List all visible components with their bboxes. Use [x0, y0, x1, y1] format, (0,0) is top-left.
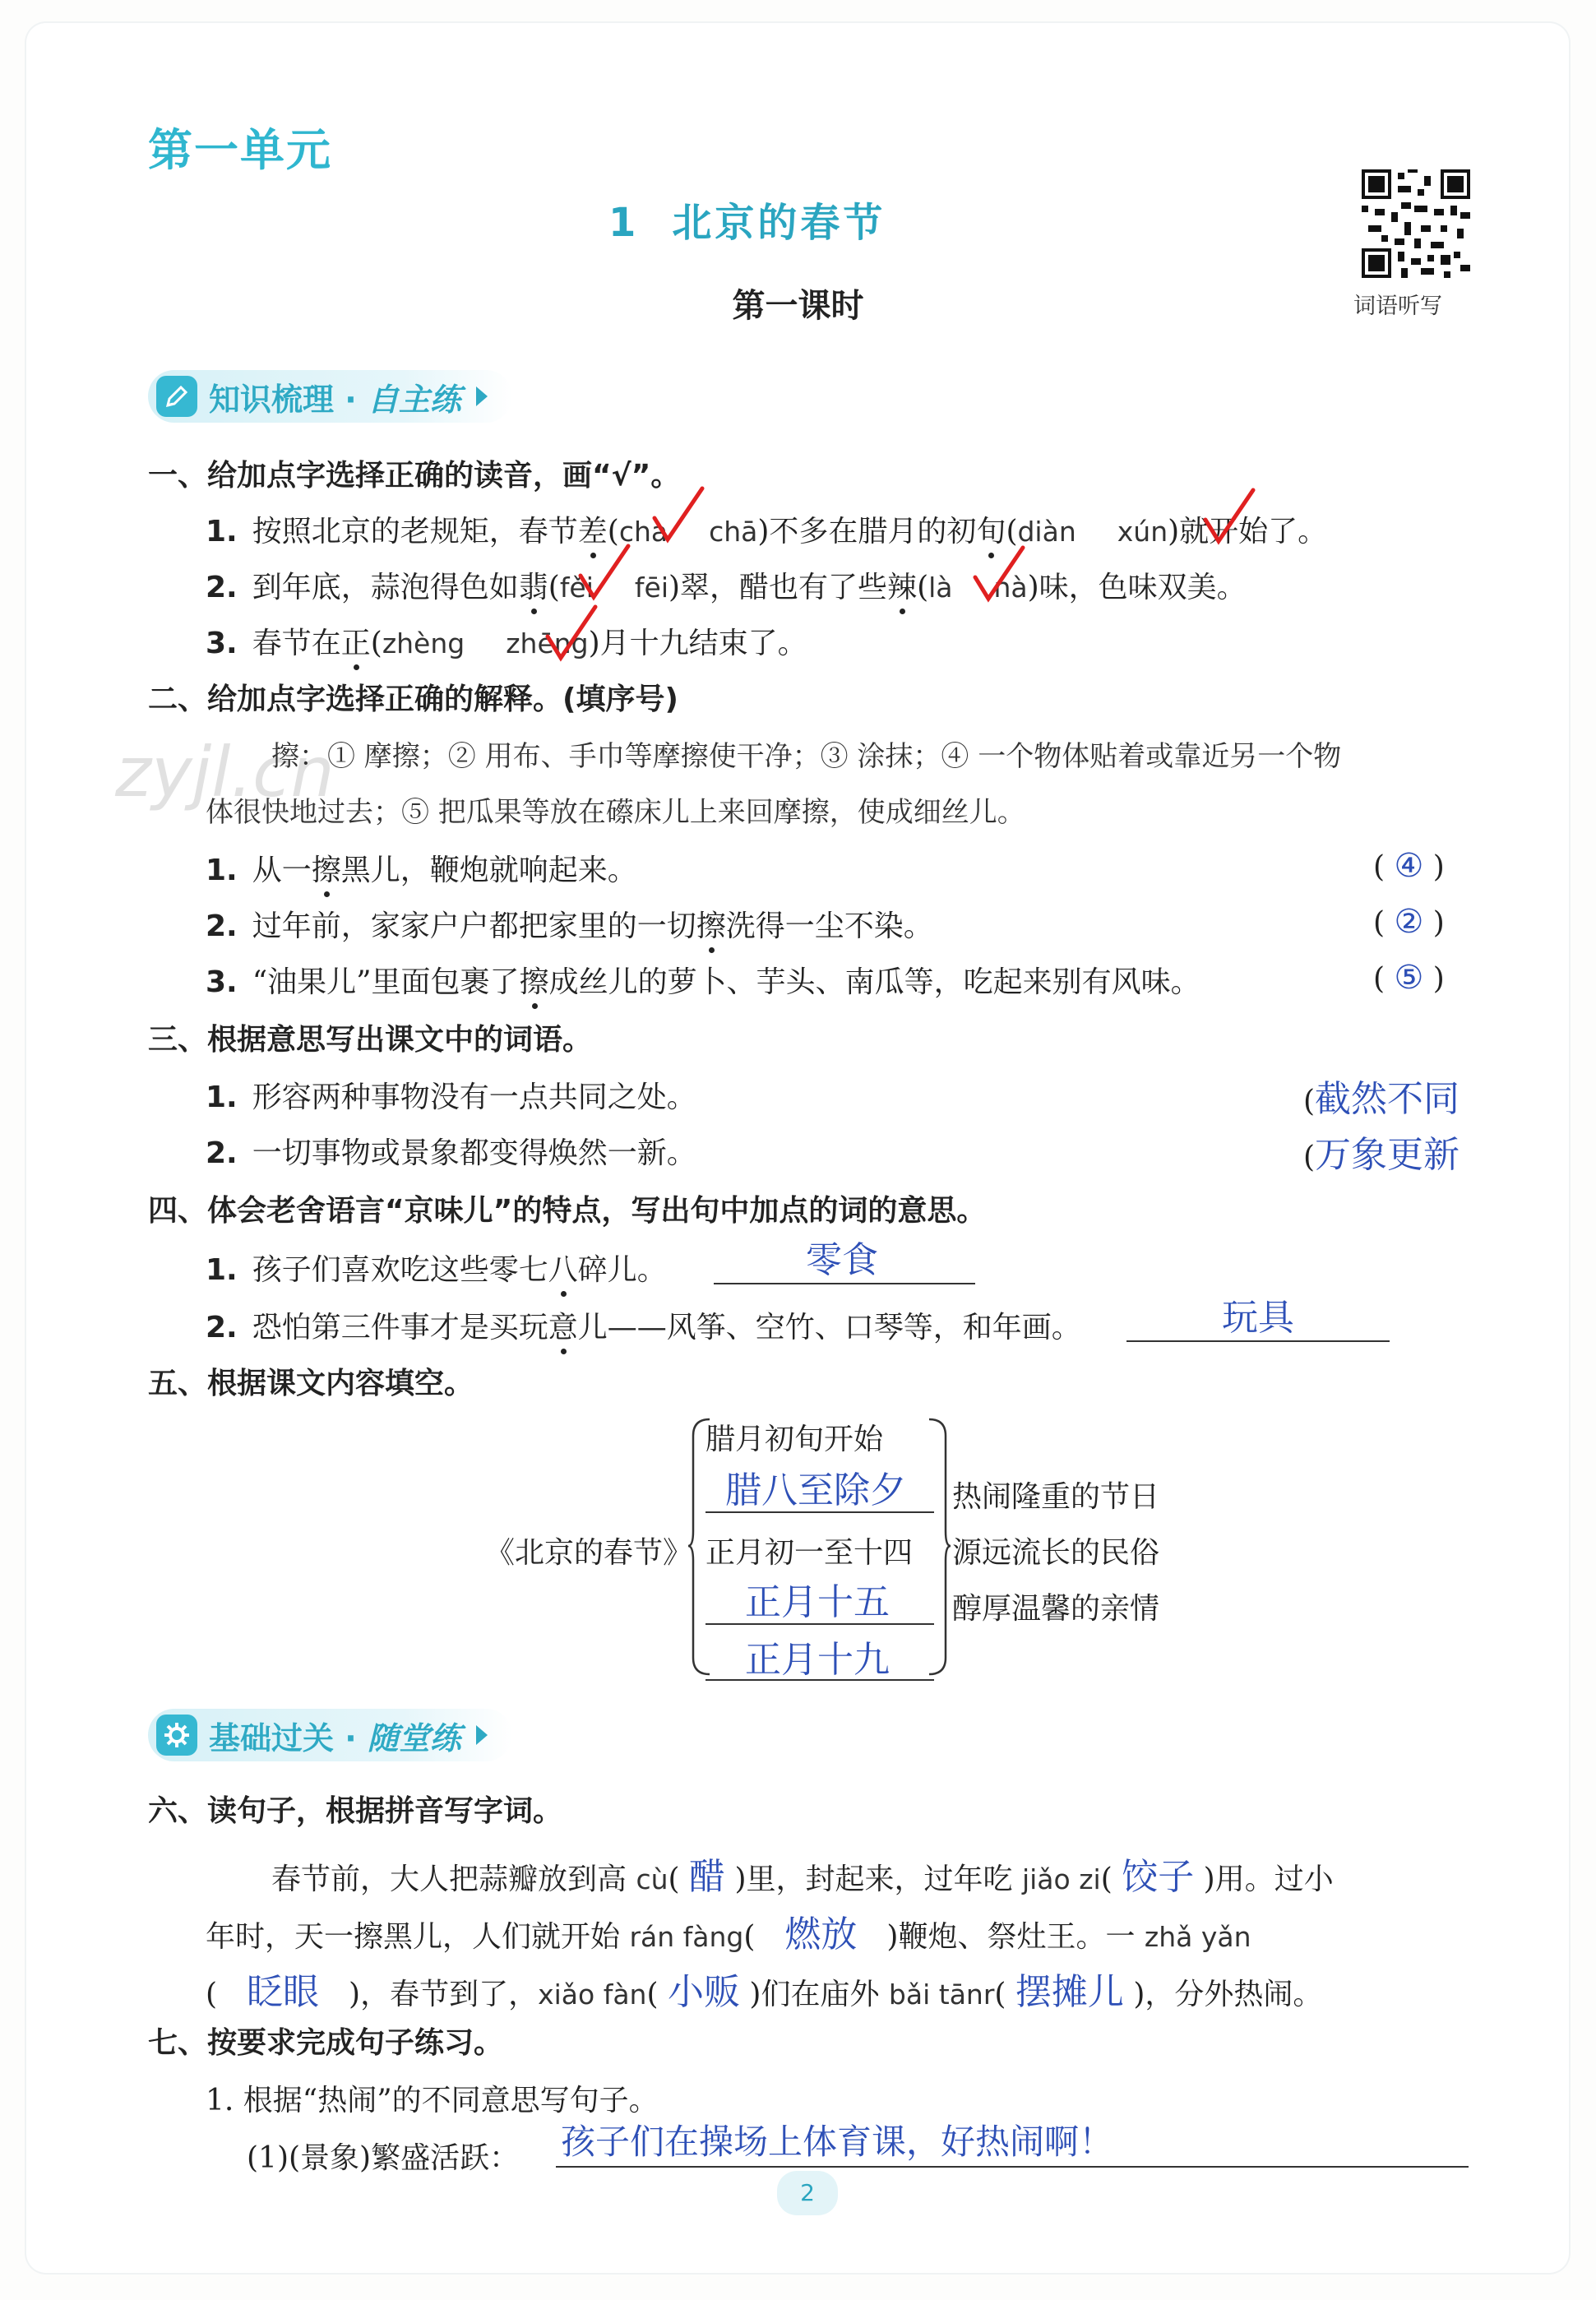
q7-answer-line	[556, 2166, 1469, 2168]
play-arrow-icon	[476, 386, 488, 406]
q5-title: 五、根据课文内容填空。	[148, 1367, 474, 1400]
q5-branch-4: 正月十五	[745, 1581, 890, 1623]
q5-line-5	[705, 1679, 934, 1681]
q3-item-2: 2. 一切事物或景象都变得焕然一新。	[206, 1136, 696, 1170]
q6-line-3: ( 眨眼 )，春节到了，xiǎo fàn( 小贩 )们在庙外 bǎi tānr( 摆摊儿 )，分外热闹。	[206, 1971, 1323, 2013]
check-mark-icon	[576, 543, 633, 609]
q5-root: 《北京的春节》	[485, 1536, 693, 1570]
q2-item-3: 3. “油果儿”里面包裹了擦成丝儿的萝卜、芋头、南瓜等，吃起来别有风味。	[206, 965, 1200, 999]
q5-feature-2: 源远流长的民俗	[952, 1536, 1160, 1570]
q5-branch-5: 正月十九	[745, 1639, 890, 1681]
q2-definition-line-1: 擦：① 摩擦；② 用布、手巾等摩擦使干净；③ 涂抹；④ 一个物体贴着或靠近另一个物	[271, 740, 1342, 773]
q4-answer-2: 玩具	[1222, 1297, 1294, 1339]
q7-title: 七、按要求完成句子练习。	[148, 2026, 504, 2060]
q2-answer-1: ( ④ )	[1373, 847, 1445, 885]
banner-sep: ·	[345, 381, 357, 418]
q5-branch-1: 腊月初旬开始	[705, 1423, 884, 1456]
q1-title: 一、给加点字选择正确的读音，画“√”。	[148, 459, 681, 493]
watermark: zyjl.cn	[115, 732, 335, 812]
banner-title: 知识梳理	[209, 381, 335, 418]
q3-answer-1: (截然不同	[1303, 1078, 1460, 1120]
q6-line-1: 春节前，大人把蒜瓣放到高 cù( 醋 )里，封起来，过年吃 jiǎo zi( 饺子 )用。过小	[271, 1856, 1334, 1898]
q2-item-2: 2. 过年前，家家户户都把家里的一切擦洗得一尘不染。	[206, 909, 933, 943]
check-mark-icon	[970, 544, 1028, 610]
q2-title: 二、给加点字选择正确的解释。(填序号)	[148, 683, 678, 716]
q3-title: 三、根据意思写出课文中的词语。	[148, 1023, 593, 1057]
lesson-number: 1	[608, 200, 640, 246]
q2-definition-line-2: 体很快地过去；⑤ 把瓜果等放在礤床儿上来回摩擦，使成细丝儿。	[206, 796, 1025, 829]
q6-line-2: 年时，天一擦黑儿，人们就开始 rán fàng( 燃放 )鞭炮、祭灶王。一 zhǎ yǎn	[206, 1914, 1251, 1955]
check-mark-icon	[650, 485, 707, 551]
page-number: 2	[777, 2171, 838, 2215]
q5-feature-1: 热闹隆重的节日	[952, 1480, 1160, 1514]
section-banner-self-practice	[148, 370, 512, 423]
q2-answer-3: ( ⑤ )	[1373, 959, 1445, 997]
qr-code-icon[interactable]	[1362, 169, 1470, 278]
q2-item-1: 1. 从一擦黑儿，鞭炮就响起来。	[206, 854, 637, 887]
q1-item-1: 1. 按照北京的老规矩，春节差(chà chā)不多在腊月的初旬(diàn xún)就开始了。	[206, 515, 1328, 548]
q2-answer-2: ( ② )	[1373, 903, 1445, 941]
q4-answer-line-1	[714, 1283, 975, 1284]
lesson-title	[608, 191, 886, 248]
banner-italic: 随堂练	[367, 1719, 461, 1756]
q6-title: 六、读句子，根据拼音写字词。	[148, 1794, 563, 1828]
q5-line-4	[705, 1623, 934, 1625]
q4-item-1: 1. 孩子们喜欢吃这些零七八碎儿。	[206, 1253, 667, 1287]
qr-label: 词语听写	[1353, 294, 1442, 319]
gear-icon	[156, 1715, 197, 1756]
q1-item-2: 2. 到年底，蒜泡得色如翡(fěi fēi)翠，醋也有了些辣(là nà)味，色味双美。	[206, 571, 1247, 604]
unit-title: 第一单元	[148, 124, 332, 176]
pencil-icon	[156, 376, 197, 417]
banner-sep: ·	[345, 1719, 357, 1756]
lesson-name: 北京的春节	[672, 200, 886, 246]
q4-item-2: 2. 恐怕第三件事才是买玩意儿——风筝、空竹、口琴等，和年画。	[206, 1311, 1081, 1344]
banner-italic: 自主练	[367, 381, 461, 418]
q1-item-3: 3. 春节在正(zhèng zhēng)月十九结束了。	[206, 627, 807, 660]
q4-answer-line-2	[1126, 1340, 1390, 1342]
play-arrow-icon	[476, 1725, 488, 1745]
q3-answer-2: (万象更新	[1303, 1134, 1460, 1176]
right-brace	[926, 1416, 952, 1678]
q4-title: 四、体会老舍语言“京味儿”的特点，写出句中加点的词的意思。	[148, 1194, 987, 1228]
q4-answer-1: 零食	[806, 1239, 878, 1281]
q7-sub-1-label: (1)(景象)繁盛活跃：	[247, 2141, 520, 2175]
section-banner-class-practice	[148, 1709, 512, 1761]
q7-sub-1-answer: 孩子们在操场上体育课，好热闹啊！	[561, 2122, 1114, 2162]
q3-item-1: 1. 形容两种事物没有一点共同之处。	[206, 1081, 696, 1114]
banner-title: 基础过关	[209, 1719, 335, 1756]
q5-line-2	[705, 1511, 934, 1513]
q7-item-1: 1. 根据“热闹”的不同意思写句子。	[206, 2084, 659, 2117]
check-mark-icon	[1200, 487, 1258, 553]
lesson-subtitle: 第一课时	[732, 287, 864, 325]
q5-branch-3: 正月初一至十四	[705, 1536, 914, 1570]
q5-branch-2: 腊八至除夕	[725, 1469, 906, 1511]
check-mark-icon	[543, 604, 600, 669]
q5-feature-3: 醇厚温馨的亲情	[952, 1592, 1160, 1626]
